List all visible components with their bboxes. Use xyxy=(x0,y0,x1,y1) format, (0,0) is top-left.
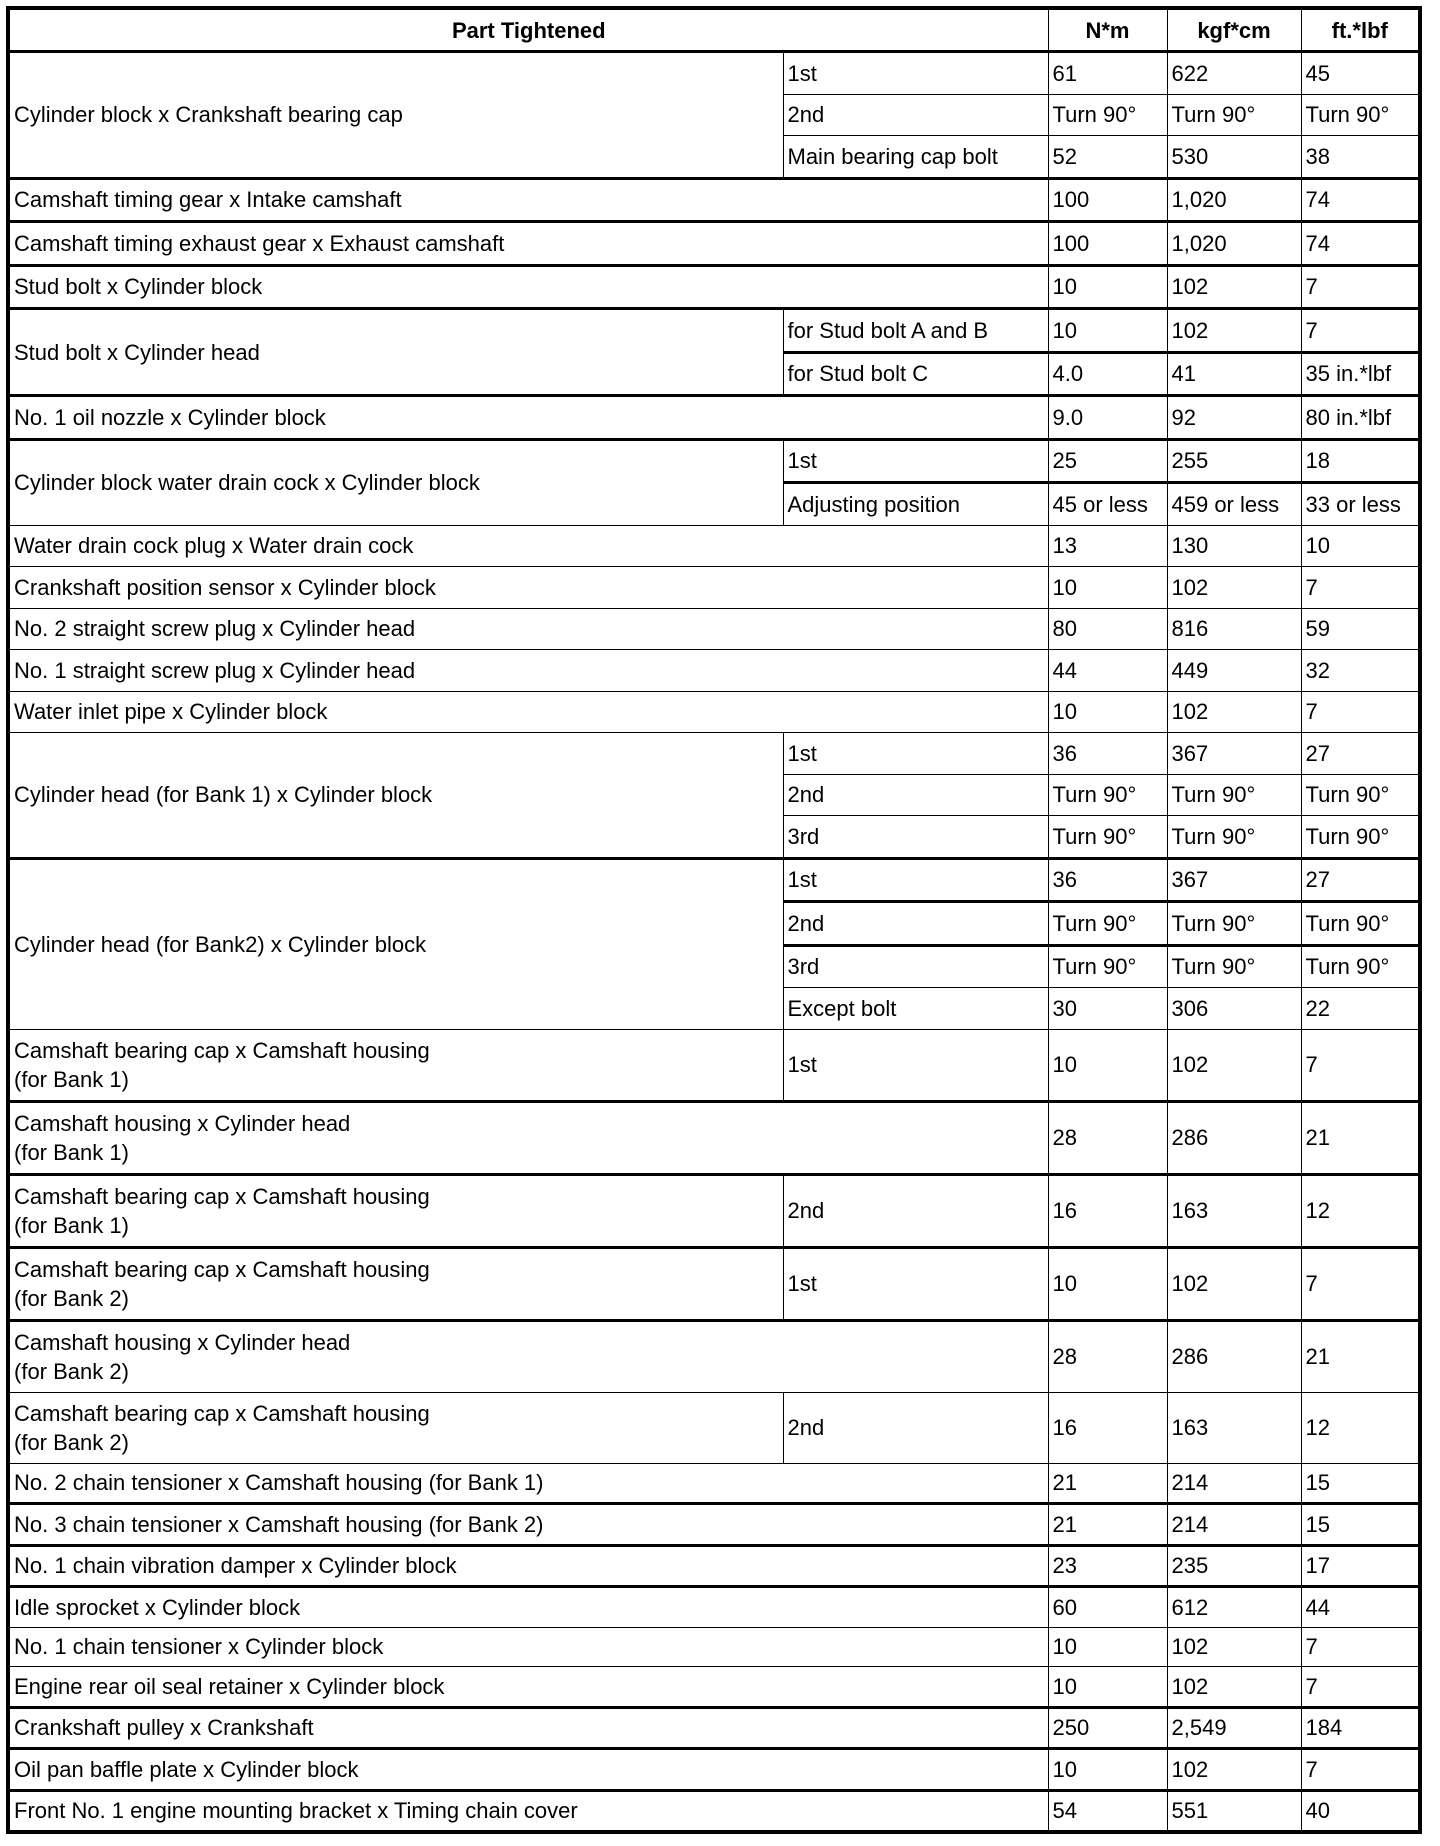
nm-cell: 10 xyxy=(1048,691,1167,733)
step-cell: Except bolt xyxy=(783,988,1048,1030)
part-cell: No. 1 chain tensioner x Cylinder block xyxy=(8,1627,1048,1667)
table-row xyxy=(8,608,1420,650)
kgfcm-cell: 2,549 xyxy=(1167,1707,1301,1749)
part-cell: No. 2 straight screw plug x Cylinder head xyxy=(8,608,1048,650)
kgfcm-cell: Turn 90° xyxy=(1167,774,1301,816)
part-cell: Front No. 1 engine mounting bracket x Timing chain cover xyxy=(8,1790,1048,1832)
kgfcm-cell: 449 xyxy=(1167,650,1301,692)
nm-cell: 10 xyxy=(1048,1749,1167,1791)
part-cell: Crankshaft pulley x Crankshaft xyxy=(8,1707,1048,1749)
table-row xyxy=(8,1463,1420,1504)
kgfcm-cell: 1,020 xyxy=(1167,178,1301,222)
kgfcm-cell: 102 xyxy=(1167,691,1301,733)
ftlbf-cell: 45 xyxy=(1301,52,1420,95)
table-row xyxy=(8,1504,1420,1546)
table-row xyxy=(8,567,1420,609)
table-row xyxy=(8,178,1420,222)
part-line-1: Camshaft bearing cap x Camshaft housing xyxy=(14,1037,430,1063)
part-cell: Cylinder head (for Bank2) x Cylinder block xyxy=(8,858,783,1029)
table-row xyxy=(8,396,1420,440)
step-cell: 1st xyxy=(783,1029,1048,1101)
ftlbf-cell: 32 xyxy=(1301,650,1420,692)
ftlbf-cell: 7 xyxy=(1301,1029,1420,1101)
nm-cell: 80 xyxy=(1048,608,1167,650)
part-cell xyxy=(8,1247,783,1320)
nm-cell: 21 xyxy=(1048,1504,1167,1546)
table-row xyxy=(8,52,1420,95)
ftlbf-cell: 74 xyxy=(1301,222,1420,266)
kgfcm-cell: 255 xyxy=(1167,439,1301,483)
table-row xyxy=(8,265,1420,309)
part-cell: Cylinder block water drain cock x Cylinder block xyxy=(8,439,783,525)
nm-cell: 250 xyxy=(1048,1707,1167,1749)
ftlbf-cell: 18 xyxy=(1301,439,1420,483)
nm-cell: 54 xyxy=(1048,1790,1167,1832)
kgfcm-cell: 235 xyxy=(1167,1545,1301,1587)
ftlbf-cell: 59 xyxy=(1301,608,1420,650)
step-cell: 2nd xyxy=(783,902,1048,946)
ftlbf-cell: 7 xyxy=(1301,309,1420,353)
table-row xyxy=(8,222,1420,266)
kgfcm-cell: 102 xyxy=(1167,265,1301,309)
part-cell: No. 1 chain vibration damper x Cylinder block xyxy=(8,1545,1048,1587)
step-cell: for Stud bolt C xyxy=(783,352,1048,396)
kgfcm-cell: 214 xyxy=(1167,1504,1301,1546)
part-cell: No. 3 chain tensioner x Camshaft housing (for Bank 2) xyxy=(8,1504,1048,1546)
kgfcm-cell: 367 xyxy=(1167,733,1301,775)
table-row xyxy=(8,1174,1420,1247)
nm-cell: 10 xyxy=(1048,1667,1167,1708)
header-part-tightened: Part Tightened xyxy=(8,8,1048,52)
table-row xyxy=(8,1101,1420,1174)
part-cell: No. 2 chain tensioner x Camshaft housing (for Bank 1) xyxy=(8,1463,1048,1504)
table-row xyxy=(8,1790,1420,1832)
kgfcm-cell: 163 xyxy=(1167,1392,1301,1463)
ftlbf-cell: 80 in.*lbf xyxy=(1301,396,1420,440)
kgfcm-cell: 1,020 xyxy=(1167,222,1301,266)
ftlbf-cell: 27 xyxy=(1301,858,1420,902)
ftlbf-cell: Turn 90° xyxy=(1301,94,1420,136)
nm-cell: 10 xyxy=(1048,265,1167,309)
ftlbf-cell: 44 xyxy=(1301,1587,1420,1628)
nm-cell: 52 xyxy=(1048,136,1167,179)
ftlbf-cell: 184 xyxy=(1301,1707,1420,1749)
kgfcm-cell: 551 xyxy=(1167,1790,1301,1832)
step-cell: 1st xyxy=(783,439,1048,483)
part-line-1: Camshaft bearing cap x Camshaft housing xyxy=(14,1400,430,1426)
table-row xyxy=(8,1545,1420,1587)
nm-cell: Turn 90° xyxy=(1048,94,1167,136)
part-cell: Stud bolt x Cylinder block xyxy=(8,265,1048,309)
torque-spec-table xyxy=(6,6,1422,1834)
part-cell: Cylinder block x Crankshaft bearing cap xyxy=(8,52,783,179)
kgfcm-cell: 622 xyxy=(1167,52,1301,95)
kgfcm-cell: 459 or less xyxy=(1167,483,1301,526)
table-row xyxy=(8,309,1420,353)
kgfcm-cell: Turn 90° xyxy=(1167,902,1301,946)
nm-cell: 60 xyxy=(1048,1587,1167,1628)
kgfcm-cell: 286 xyxy=(1167,1101,1301,1174)
table-row xyxy=(8,1247,1420,1320)
step-cell: Adjusting position xyxy=(783,483,1048,526)
ftlbf-cell: 35 in.*lbf xyxy=(1301,352,1420,396)
nm-cell: 10 xyxy=(1048,1627,1167,1667)
part-cell xyxy=(8,1029,783,1101)
ftlbf-cell: 27 xyxy=(1301,733,1420,775)
nm-cell: 10 xyxy=(1048,1029,1167,1101)
part-line-1: Camshaft bearing cap x Camshaft housing xyxy=(14,1256,430,1282)
part-cell: Cylinder head (for Bank 1) x Cylinder block xyxy=(8,733,783,859)
nm-cell: 16 xyxy=(1048,1174,1167,1247)
part-line-1: Camshaft housing x Cylinder head xyxy=(14,1329,351,1355)
table-row xyxy=(8,1749,1420,1791)
ftlbf-cell: Turn 90° xyxy=(1301,902,1420,946)
kgfcm-cell: 92 xyxy=(1167,396,1301,440)
nm-cell: 21 xyxy=(1048,1463,1167,1504)
nm-cell: 100 xyxy=(1048,178,1167,222)
ftlbf-cell: 15 xyxy=(1301,1504,1420,1546)
ftlbf-cell: 7 xyxy=(1301,691,1420,733)
table-row xyxy=(8,439,1420,483)
kgfcm-cell: 102 xyxy=(1167,1247,1301,1320)
nm-cell: 25 xyxy=(1048,439,1167,483)
kgfcm-cell: 163 xyxy=(1167,1174,1301,1247)
step-cell: 2nd xyxy=(783,1174,1048,1247)
table-row xyxy=(8,1587,1420,1628)
kgfcm-cell: 306 xyxy=(1167,988,1301,1030)
ftlbf-cell: Turn 90° xyxy=(1301,816,1420,859)
part-line-2: (for Bank 1) xyxy=(14,1066,129,1092)
ftlbf-cell: Turn 90° xyxy=(1301,774,1420,816)
part-cell: No. 1 straight screw plug x Cylinder head xyxy=(8,650,1048,692)
nm-cell: 28 xyxy=(1048,1320,1167,1392)
nm-cell: 61 xyxy=(1048,52,1167,95)
part-line-1: Camshaft housing x Cylinder head xyxy=(14,1110,351,1136)
header-ftlbf: ft.*lbf xyxy=(1301,8,1420,52)
step-cell: 1st xyxy=(783,858,1048,902)
ftlbf-cell: Turn 90° xyxy=(1301,945,1420,988)
step-cell: 3rd xyxy=(783,816,1048,859)
part-cell: No. 1 oil nozzle x Cylinder block xyxy=(8,396,1048,440)
kgfcm-cell: Turn 90° xyxy=(1167,94,1301,136)
table-row xyxy=(8,1707,1420,1749)
step-cell: 2nd xyxy=(783,94,1048,136)
step-cell: for Stud bolt A and B xyxy=(783,309,1048,353)
part-line-2: (for Bank 2) xyxy=(14,1358,129,1384)
kgfcm-cell: 102 xyxy=(1167,567,1301,609)
part-line-2: (for Bank 1) xyxy=(14,1212,129,1238)
ftlbf-cell: 40 xyxy=(1301,1790,1420,1832)
table-row xyxy=(8,525,1420,567)
kgfcm-cell: 612 xyxy=(1167,1587,1301,1628)
kgfcm-cell: 214 xyxy=(1167,1463,1301,1504)
part-cell xyxy=(8,1101,1048,1174)
kgfcm-cell: 102 xyxy=(1167,1029,1301,1101)
kgfcm-cell: 102 xyxy=(1167,1667,1301,1708)
nm-cell: 23 xyxy=(1048,1545,1167,1587)
step-cell: 3rd xyxy=(783,945,1048,988)
part-cell: Engine rear oil seal retainer x Cylinder block xyxy=(8,1667,1048,1708)
step-cell: 1st xyxy=(783,733,1048,775)
ftlbf-cell: 7 xyxy=(1301,567,1420,609)
ftlbf-cell: 12 xyxy=(1301,1174,1420,1247)
ftlbf-cell: 7 xyxy=(1301,1627,1420,1667)
part-cell: Camshaft timing exhaust gear x Exhaust camshaft xyxy=(8,222,1048,266)
kgfcm-cell: 102 xyxy=(1167,1749,1301,1791)
part-cell: Water inlet pipe x Cylinder block xyxy=(8,691,1048,733)
kgfcm-cell: 530 xyxy=(1167,136,1301,179)
table-row xyxy=(8,858,1420,902)
ftlbf-cell: 17 xyxy=(1301,1545,1420,1587)
kgfcm-cell: 102 xyxy=(1167,1627,1301,1667)
nm-cell: 10 xyxy=(1048,567,1167,609)
table-row xyxy=(8,1029,1420,1101)
table-row xyxy=(8,650,1420,692)
step-cell: 2nd xyxy=(783,774,1048,816)
step-cell: 1st xyxy=(783,52,1048,95)
step-cell: Main bearing cap bolt xyxy=(783,136,1048,179)
part-cell: Oil pan baffle plate x Cylinder block xyxy=(8,1749,1048,1791)
ftlbf-cell: 7 xyxy=(1301,1667,1420,1708)
table-row xyxy=(8,1392,1420,1463)
ftlbf-cell: 10 xyxy=(1301,525,1420,567)
header-row xyxy=(8,8,1420,52)
ftlbf-cell: 21 xyxy=(1301,1320,1420,1392)
part-cell: Stud bolt x Cylinder head xyxy=(8,309,783,396)
nm-cell: Turn 90° xyxy=(1048,774,1167,816)
nm-cell: 10 xyxy=(1048,1247,1167,1320)
ftlbf-cell: 22 xyxy=(1301,988,1420,1030)
part-cell: Water drain cock plug x Water drain cock xyxy=(8,525,1048,567)
kgfcm-cell: 286 xyxy=(1167,1320,1301,1392)
nm-cell: 30 xyxy=(1048,988,1167,1030)
nm-cell: 44 xyxy=(1048,650,1167,692)
nm-cell: 9.0 xyxy=(1048,396,1167,440)
nm-cell: 10 xyxy=(1048,309,1167,353)
nm-cell: 28 xyxy=(1048,1101,1167,1174)
part-cell xyxy=(8,1174,783,1247)
part-cell: Camshaft timing gear x Intake camshaft xyxy=(8,178,1048,222)
part-cell: Crankshaft position sensor x Cylinder block xyxy=(8,567,1048,609)
table-row xyxy=(8,1627,1420,1667)
nm-cell: 100 xyxy=(1048,222,1167,266)
kgfcm-cell: Turn 90° xyxy=(1167,816,1301,859)
nm-cell: 45 or less xyxy=(1048,483,1167,526)
header-kgfcm: kgf*cm xyxy=(1167,8,1301,52)
ftlbf-cell: 21 xyxy=(1301,1101,1420,1174)
ftlbf-cell: 38 xyxy=(1301,136,1420,179)
kgfcm-cell: 816 xyxy=(1167,608,1301,650)
part-line-2: (for Bank 2) xyxy=(14,1429,129,1455)
step-cell: 2nd xyxy=(783,1392,1048,1463)
part-line-2: (for Bank 2) xyxy=(14,1285,129,1311)
ftlbf-cell: 33 or less xyxy=(1301,483,1420,526)
ftlbf-cell: 12 xyxy=(1301,1392,1420,1463)
nm-cell: Turn 90° xyxy=(1048,902,1167,946)
kgfcm-cell: 367 xyxy=(1167,858,1301,902)
ftlbf-cell: 15 xyxy=(1301,1463,1420,1504)
nm-cell: 13 xyxy=(1048,525,1167,567)
ftlbf-cell: 7 xyxy=(1301,1247,1420,1320)
kgfcm-cell: 130 xyxy=(1167,525,1301,567)
nm-cell: 36 xyxy=(1048,733,1167,775)
step-cell: 1st xyxy=(783,1247,1048,1320)
part-cell: Idle sprocket x Cylinder block xyxy=(8,1587,1048,1628)
table-row xyxy=(8,1320,1420,1392)
nm-cell: Turn 90° xyxy=(1048,945,1167,988)
ftlbf-cell: 7 xyxy=(1301,265,1420,309)
part-line-1: Camshaft bearing cap x Camshaft housing xyxy=(14,1183,430,1209)
kgfcm-cell: Turn 90° xyxy=(1167,945,1301,988)
ftlbf-cell: 74 xyxy=(1301,178,1420,222)
header-nm: N*m xyxy=(1048,8,1167,52)
part-line-2: (for Bank 1) xyxy=(14,1139,129,1165)
table-row xyxy=(8,691,1420,733)
table-row xyxy=(8,733,1420,775)
table-row xyxy=(8,1667,1420,1708)
nm-cell: Turn 90° xyxy=(1048,816,1167,859)
kgfcm-cell: 102 xyxy=(1167,309,1301,353)
ftlbf-cell: 7 xyxy=(1301,1749,1420,1791)
nm-cell: 36 xyxy=(1048,858,1167,902)
part-cell xyxy=(8,1392,783,1463)
nm-cell: 4.0 xyxy=(1048,352,1167,396)
nm-cell: 16 xyxy=(1048,1392,1167,1463)
part-cell xyxy=(8,1320,1048,1392)
kgfcm-cell: 41 xyxy=(1167,352,1301,396)
